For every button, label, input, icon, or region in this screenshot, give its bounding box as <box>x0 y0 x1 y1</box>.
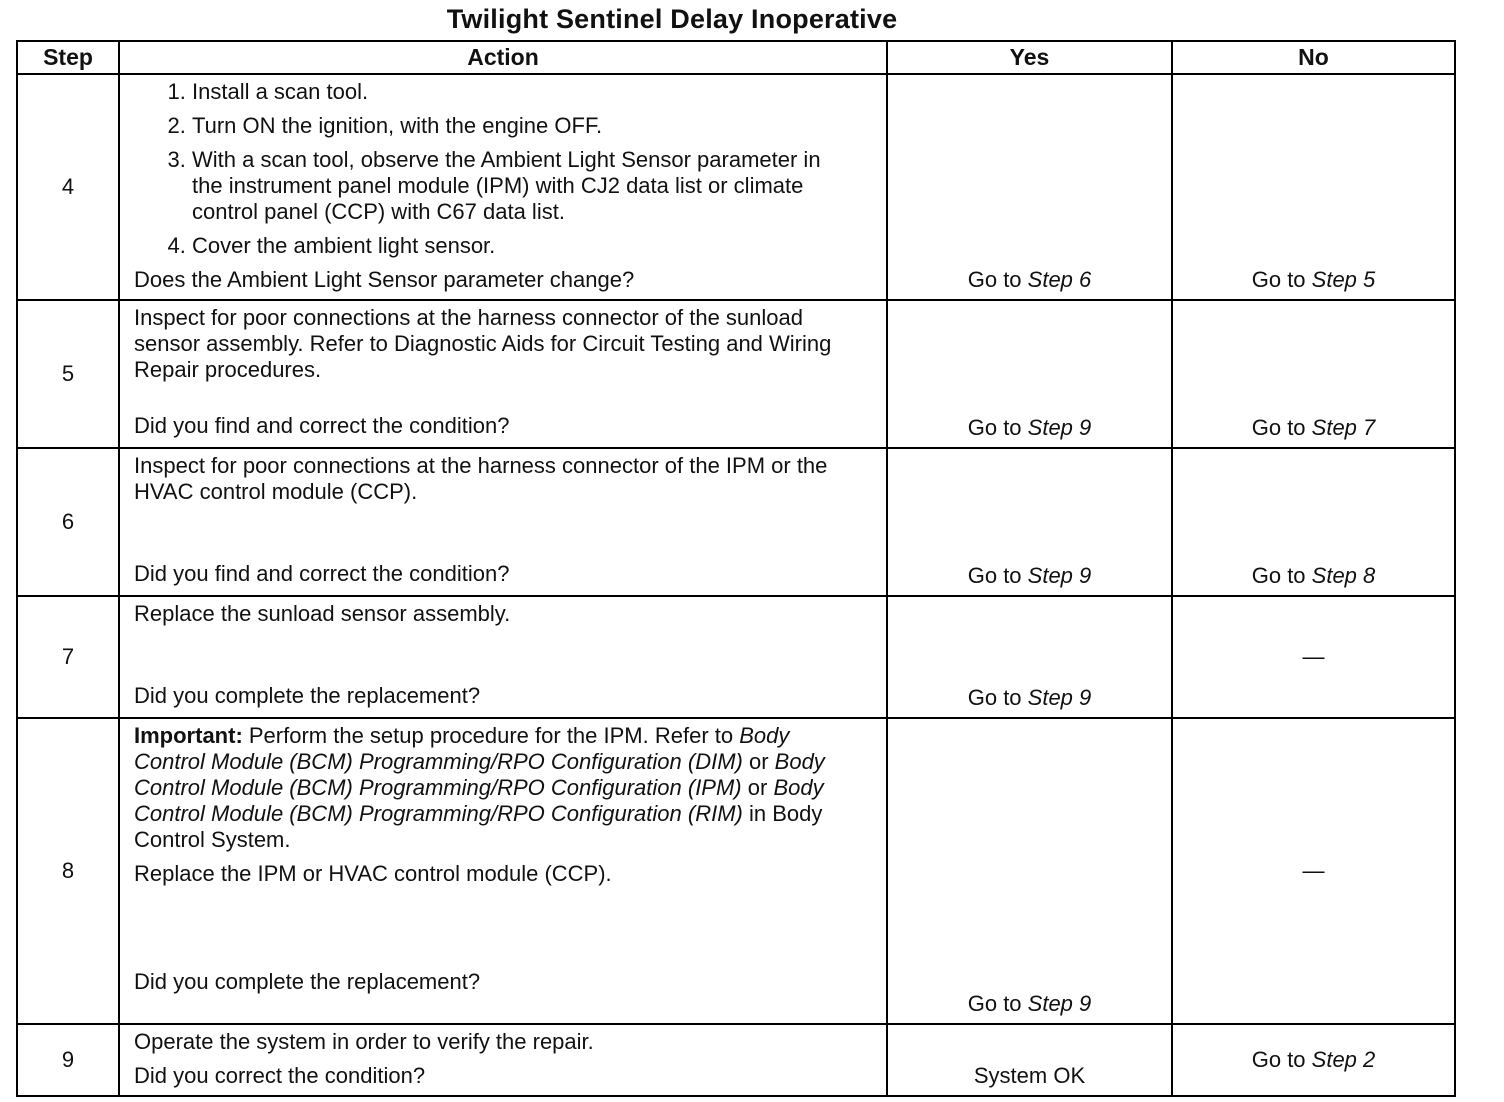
no-step-link[interactable]: Step 5 <box>1311 267 1376 292</box>
list-item: 3. With a scan tool, observe the Ambient Light Sensor parameter in the instrument panel module (IPM) with CJ2 data list or climate control panel (CCP) with C67 data list. <box>192 147 828 225</box>
table-row <box>17 596 1455 718</box>
no-dash: — <box>1302 644 1325 669</box>
yes-step-link[interactable]: Step 9 <box>1027 991 1092 1016</box>
no-cell <box>1172 596 1455 718</box>
or-text: or <box>741 775 774 800</box>
table-row <box>17 1024 1455 1096</box>
list-item: 2. Turn ON the ignition, with the engine OFF. <box>192 113 878 139</box>
table-row <box>17 300 1455 448</box>
step-number: 9 <box>17 1024 119 1096</box>
yes-cell <box>887 596 1172 718</box>
step-number: 6 <box>17 448 119 596</box>
no-prefix: Go to <box>1251 267 1312 292</box>
no-prefix: Go to <box>1251 563 1312 588</box>
header-row <box>17 41 1455 74</box>
no-cell <box>1172 1024 1455 1096</box>
action-question: Does the Ambient Light Sensor parameter change? <box>134 267 635 292</box>
yes-step-link[interactable]: Step 9 <box>1027 415 1092 440</box>
action-text: Operate the system in order to verify the repair. <box>134 1029 594 1054</box>
step-number: 4 <box>17 74 119 300</box>
no-cell <box>1172 718 1455 1024</box>
step-number: 8 <box>17 718 119 1024</box>
action-question: Did you complete the replacement? <box>134 683 481 708</box>
yes-prefix: Go to <box>967 415 1028 440</box>
step-number: 7 <box>17 596 119 718</box>
reference-link[interactable]: Body Control Module (BCM) Programming/RPO Configuration (DIM) <box>134 723 790 774</box>
table-row <box>17 74 1455 300</box>
yes-step-link[interactable]: Step 9 <box>1027 685 1092 710</box>
action-cell <box>119 74 887 300</box>
yes-cell <box>887 74 1172 300</box>
yes-cell <box>887 448 1172 596</box>
no-cell <box>1172 74 1455 300</box>
yes-step-link[interactable]: Step 6 <box>1027 267 1092 292</box>
tail-text: in Body Control System. <box>134 801 823 852</box>
or-text: or <box>742 749 775 774</box>
action-question: Did you find and correct the condition? <box>134 561 510 586</box>
yes-prefix: Go to <box>967 991 1028 1016</box>
action-cell <box>119 1024 887 1096</box>
yes-step-link[interactable]: Step 9 <box>1027 563 1092 588</box>
no-step-link[interactable]: Step 2 <box>1311 1047 1376 1072</box>
no-dash: — <box>1302 858 1325 883</box>
important-note <box>134 723 838 853</box>
no-prefix: Go to <box>1251 415 1312 440</box>
no-cell <box>1172 448 1455 596</box>
no-step-link[interactable]: Step 7 <box>1311 415 1376 440</box>
action-question: Did you complete the replacement? <box>134 969 481 994</box>
header-action: Action <box>119 41 887 74</box>
table-row <box>17 448 1455 596</box>
yes-prefix: Go to <box>967 267 1028 292</box>
header-yes: Yes <box>887 41 1172 74</box>
action-cell <box>119 300 887 448</box>
yes-cell <box>887 718 1172 1024</box>
yes-text: System OK <box>973 1063 1086 1088</box>
header-step: Step <box>17 41 119 74</box>
no-step-link[interactable]: Step 8 <box>1311 563 1376 588</box>
reference-link[interactable]: Body Control Module (BCM) Programming/RPO Configuration (RIM) <box>134 775 824 826</box>
action-text: Inspect for poor connections at the harness connector of the sunload sensor assembly. Refer to Diagnostic Aids for Circuit Testing and Wiring Repair procedures. <box>134 305 832 382</box>
diagnostic-table <box>16 40 1456 1097</box>
list-item: 4. Cover the ambient light sensor. <box>192 233 878 259</box>
yes-cell <box>887 1024 1172 1096</box>
action-question: Did you find and correct the condition? <box>134 413 510 438</box>
step-number: 5 <box>17 300 119 448</box>
action-cell <box>119 596 887 718</box>
important-text: Perform the setup procedure for the IPM. Refer to <box>242 723 740 748</box>
list-item: 1. Install a scan tool. <box>192 79 878 105</box>
yes-cell <box>887 300 1172 448</box>
action-question: Did you correct the condition? <box>134 1063 426 1088</box>
important-label: Important: <box>134 723 243 748</box>
action-cell <box>119 718 887 1024</box>
action-list <box>134 79 878 259</box>
header-no: No <box>1172 41 1455 74</box>
no-prefix: Go to <box>1251 1047 1312 1072</box>
action-text: Inspect for poor connections at the harness connector of the IPM or the HVAC control module (CCP). <box>134 453 828 504</box>
page-title: Twilight Sentinel Delay Inoperative <box>446 4 898 34</box>
table-row <box>17 718 1455 1024</box>
no-cell <box>1172 300 1455 448</box>
action-text: Replace the IPM or HVAC control module (CCP). <box>134 861 612 886</box>
yes-prefix: Go to <box>967 685 1028 710</box>
action-text: Replace the sunload sensor assembly. <box>134 601 511 626</box>
yes-prefix: Go to <box>967 563 1028 588</box>
reference-link[interactable]: Body Control Module (BCM) Programming/RPO Configuration (IPM) <box>134 749 825 800</box>
action-cell <box>119 448 887 596</box>
